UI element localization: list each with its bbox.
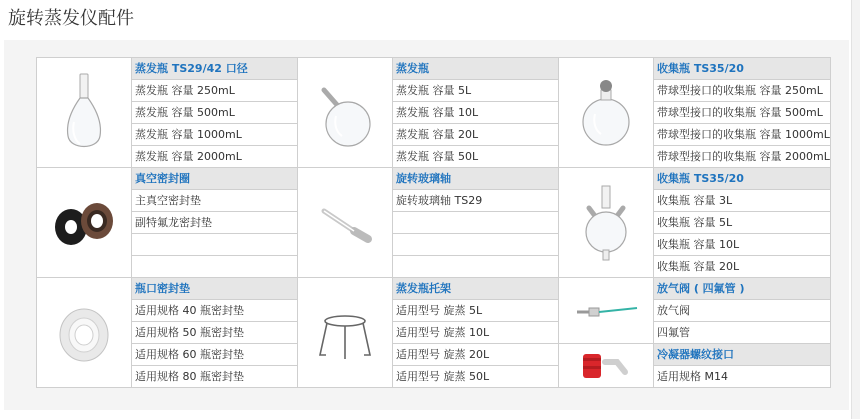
table-row — [37, 168, 831, 190]
table-row — [37, 366, 831, 388]
table-row — [37, 80, 831, 102]
pear-flask-icon — [54, 68, 114, 158]
item-cell: 适用型号 旋蒸 5L — [393, 300, 559, 322]
category-header: 蒸发瓶 — [393, 58, 559, 80]
item-cell: 适用规格 50 瓶密封垫 — [132, 322, 298, 344]
product-image-cell — [559, 278, 654, 344]
product-image-cell — [559, 168, 654, 278]
product-image-cell — [37, 58, 132, 168]
item-cell: 收集瓶 容量 5L — [654, 212, 831, 234]
item-cell: 带球型接口的收集瓶 容量 1000mL — [654, 124, 831, 146]
item-cell: 放气阀 — [654, 300, 831, 322]
item-cell: 收集瓶 容量 3L — [654, 190, 831, 212]
item-cell: 收集瓶 容量 10L — [654, 234, 831, 256]
table-row — [37, 58, 831, 80]
table-row — [37, 124, 831, 146]
table-row — [37, 278, 831, 300]
item-cell — [393, 234, 559, 256]
category-header: 旋转玻璃轴 — [393, 168, 559, 190]
item-cell — [132, 234, 298, 256]
table-row — [37, 190, 831, 212]
item-cell: 蒸发瓶 容量 20L — [393, 124, 559, 146]
category-header: 冷凝器螺纹接口 — [654, 344, 831, 366]
category-header: 收集瓶 TS35/20 — [654, 58, 831, 80]
category-header: 真空密封圈 — [132, 168, 298, 190]
category-header: 蒸发瓶 TS29/42 口径 — [132, 58, 298, 80]
ptfe-gasket-icon — [49, 293, 119, 373]
category-header: 瓶口密封垫 — [132, 278, 298, 300]
item-cell: 主真空密封垫 — [132, 190, 298, 212]
category-header: 收集瓶 TS35/20 — [654, 168, 831, 190]
table-row — [37, 234, 831, 256]
item-cell: 适用规格 60 瓶密封垫 — [132, 344, 298, 366]
category-header: 放气阀 ( 四氟管 ) — [654, 278, 831, 300]
flask-stand-icon — [310, 293, 380, 373]
table-row — [37, 344, 831, 366]
item-cell: 带球型接口的收集瓶 容量 500mL — [654, 102, 831, 124]
vent-valve-icon — [569, 296, 644, 326]
item-cell: 副特氟龙密封垫 — [132, 212, 298, 234]
product-image-cell — [559, 344, 654, 388]
scrollbar[interactable] — [851, 0, 860, 419]
item-cell: 适用规格 M14 — [654, 366, 831, 388]
accessories-table — [36, 57, 831, 388]
item-cell: 蒸发瓶 容量 2000mL — [132, 146, 298, 168]
item-cell: 蒸发瓶 容量 250mL — [132, 80, 298, 102]
item-cell: 适用规格 40 瓶密封垫 — [132, 300, 298, 322]
item-cell: 带球型接口的收集瓶 容量 250mL — [654, 80, 831, 102]
table-row — [37, 146, 831, 168]
condenser-thread-connector-icon — [571, 348, 641, 384]
table-row — [37, 102, 831, 124]
ball-joint-flask-icon — [571, 68, 641, 158]
table-row — [37, 322, 831, 344]
glass-shaft-icon — [310, 183, 380, 263]
item-cell: 适用型号 旋蒸 10L — [393, 322, 559, 344]
item-cell: 蒸发瓶 容量 5L — [393, 80, 559, 102]
product-image-cell — [298, 278, 393, 388]
product-image-cell — [37, 278, 132, 388]
page-title: 旋转蒸发仪配件 — [8, 8, 134, 29]
product-image-cell — [298, 58, 393, 168]
item-cell: 蒸发瓶 容量 50L — [393, 146, 559, 168]
item-cell: 收集瓶 容量 20L — [654, 256, 831, 278]
product-image-cell — [37, 168, 132, 278]
item-cell: 蒸发瓶 容量 500mL — [132, 102, 298, 124]
round-flask-icon — [310, 68, 380, 158]
category-header: 蒸发瓶托架 — [393, 278, 559, 300]
item-cell: 蒸发瓶 容量 1000mL — [132, 124, 298, 146]
item-cell: 蒸发瓶 容量 10L — [393, 102, 559, 124]
table-row — [37, 300, 831, 322]
seal-rings-icon — [44, 183, 124, 263]
product-image-cell — [559, 58, 654, 168]
item-cell — [393, 256, 559, 278]
item-cell: 适用规格 80 瓶密封垫 — [132, 366, 298, 388]
table-row — [37, 256, 831, 278]
table-row — [37, 212, 831, 234]
item-cell: 适用型号 旋蒸 20L — [393, 344, 559, 366]
item-cell: 带球型接口的收集瓶 容量 2000mL — [654, 146, 831, 168]
item-cell: 适用型号 旋蒸 50L — [393, 366, 559, 388]
item-cell: 旋转玻璃轴 TS29 — [393, 190, 559, 212]
three-neck-flask-icon — [571, 178, 641, 268]
item-cell: 四氟管 — [654, 322, 831, 344]
product-image-cell — [298, 168, 393, 278]
item-cell — [132, 256, 298, 278]
item-cell — [393, 212, 559, 234]
